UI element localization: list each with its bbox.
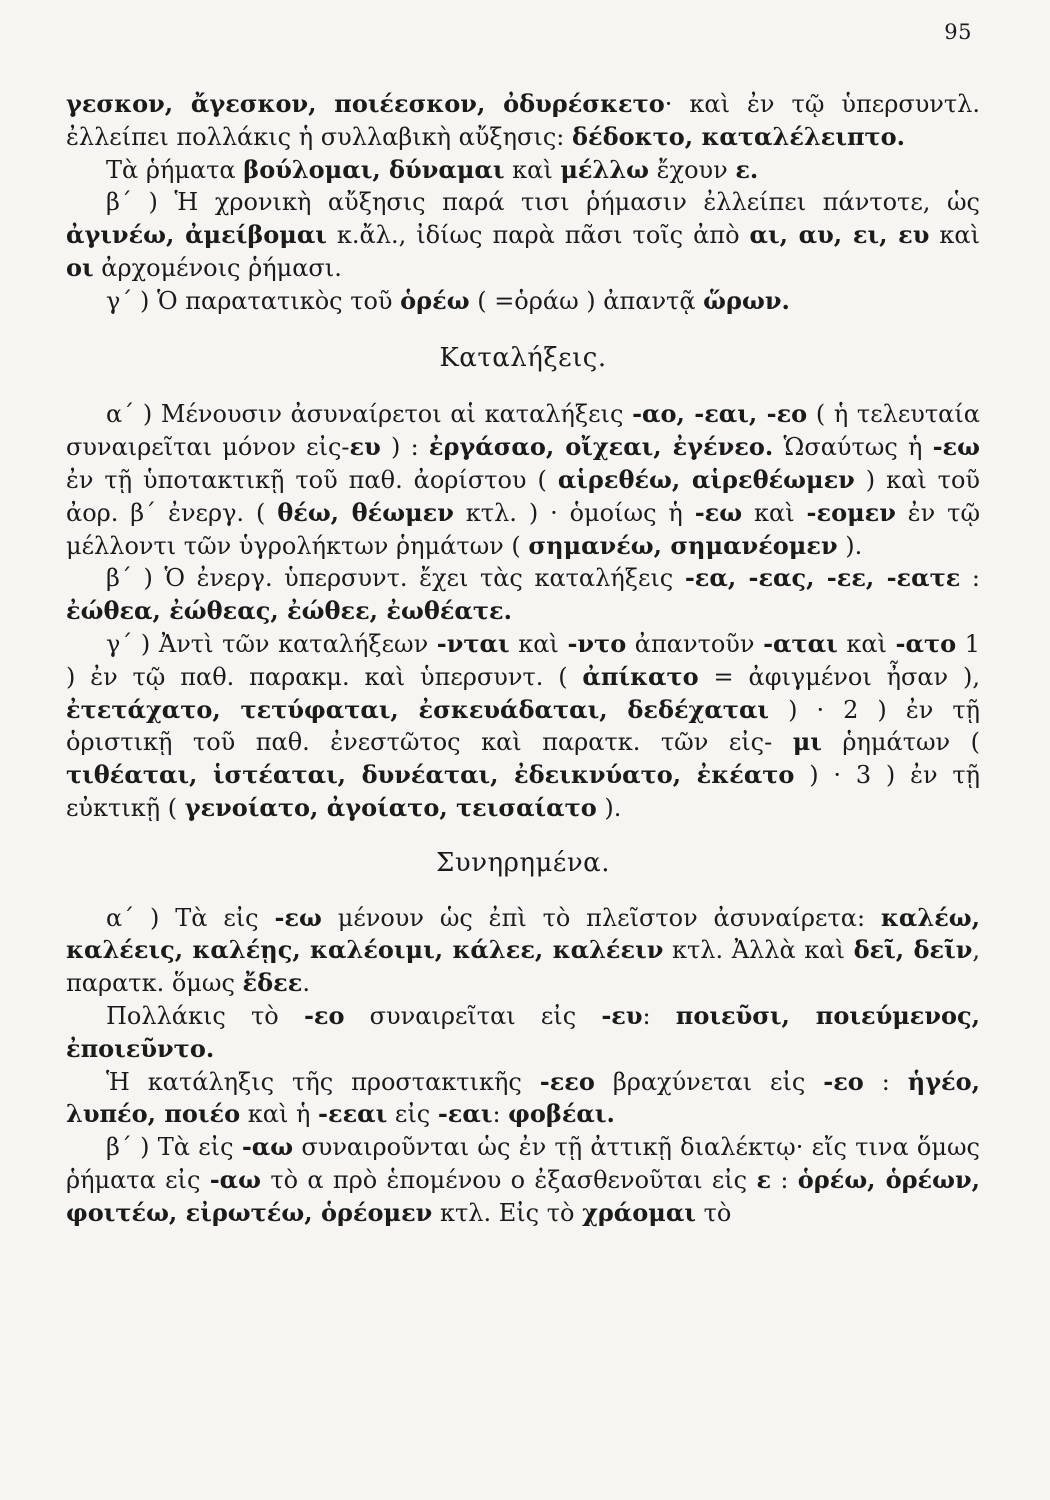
text-run: Τὰ ῥήματα xyxy=(106,155,244,184)
bold-term: -εω xyxy=(274,902,322,932)
text-run: ἀρχομένοις ῥήμασι. xyxy=(93,253,342,282)
text-run: ) καὶ τοῦ ἀορ. β΄ ἐνεργ. ( xyxy=(66,465,980,527)
section-heading xyxy=(66,342,980,375)
text-run: : xyxy=(771,1165,798,1194)
bold-term: αἱρεθέω, αἱρεθέωμεν xyxy=(557,464,855,494)
bold-term: φοβέαι. xyxy=(508,1099,615,1129)
bold-term: αι, αυ, ει, ευ xyxy=(749,220,930,250)
bold-term: ἐώθεα, ἐώθεας, ἐώθεε, ἐωθέατε. xyxy=(66,596,512,626)
text-run: β΄ ) Ὁ ἐνεργ. ὑπερσυντ. ἔχει τὰς καταλήξεις xyxy=(106,564,685,593)
text-run: , παρατκ. ὅμως xyxy=(66,936,980,998)
text-run: ἀπαντοῦν xyxy=(626,629,764,658)
bold-term: ἔδεε xyxy=(242,968,303,998)
text-run: γ΄ ) Ὁ παρατατικὸς τοῦ xyxy=(106,286,401,315)
text-run: ) : xyxy=(380,433,429,462)
bold-term: -εο xyxy=(303,1000,345,1030)
paragraph xyxy=(66,902,980,1000)
bold-term: ἐργάσαο, οἴχεαι, ἐγένεο. xyxy=(428,432,774,462)
paragraph xyxy=(66,154,980,187)
text-run: καὶ xyxy=(837,629,896,658)
text-run: ( ἡ τελευταία συναιρεῖται μόνον εἰς- xyxy=(66,400,980,462)
text-run: ἐν τῇ ὑποτακτικῇ τοῦ παθ. ἀορίστου ( xyxy=(66,465,558,494)
text-run: καὶ ἡ xyxy=(240,1100,319,1129)
text-run: α΄ ) Τὰ εἰς xyxy=(106,903,275,932)
text-run: : xyxy=(960,564,981,593)
paragraph xyxy=(66,628,980,825)
text-run: καὶ xyxy=(742,498,807,527)
text-run: : xyxy=(642,1001,676,1030)
bold-term: -εω xyxy=(694,497,743,527)
bold-term: -εο xyxy=(823,1066,864,1096)
bold-term: -αω xyxy=(209,1164,261,1194)
bold-term: σημανέω, σημανέομεν xyxy=(528,530,838,560)
text-run: ἐν τῷ μέλλοντι τῶν ὑγρολήκτων ῥημάτων ( xyxy=(66,498,981,560)
paragraph xyxy=(66,285,980,318)
bold-term: ὥρων. xyxy=(703,285,790,315)
text-run: εἰς xyxy=(387,1100,438,1129)
text-run: · καὶ ἐν τῷ ὑπερσυντλ. ἐλλείπει πολλάκις ἡ συλλαβικὴ αὔξησις: xyxy=(66,90,981,151)
paragraph xyxy=(66,1066,980,1132)
bold-term: ἡγέο, λυπέο, ποιέο xyxy=(66,1066,981,1129)
bold-term: καλέω, καλέεις, καλέῃς, καλέοιμι, κάλεε, καλέειν xyxy=(66,902,980,965)
bold-term: δεῖ, δεῖν xyxy=(853,935,973,965)
paragraph xyxy=(66,562,980,628)
text-run: βραχύνεται εἰς xyxy=(594,1067,824,1096)
body-text xyxy=(66,88,980,1230)
text-run: β΄ ) Ἡ χρονικὴ αὔξησις παρά τισι ῥήμασιν ἐλλείπει πάντοτε, ὡς xyxy=(106,188,980,217)
bold-term: ευ xyxy=(349,432,381,462)
paragraph xyxy=(66,1000,980,1066)
bold-term: -εεαι xyxy=(318,1099,388,1129)
text-run: κ.ἄλ., ἰδίως παρὰ πᾶσι τοῖς ἀπὸ xyxy=(326,221,750,250)
text-run: ῥημάτων ( xyxy=(821,728,980,757)
text-run: ) · 3 ) ἐν τῇ εὐκτικῇ ( xyxy=(66,761,980,822)
bold-term: -εεο xyxy=(539,1066,595,1096)
bold-term: -εαι xyxy=(437,1099,493,1129)
bold-term: ἐτετάχατο, τετύφαται, ἐσκευάδαται, δεδέχαται xyxy=(66,694,770,724)
bold-term: θέω, θέωμεν xyxy=(277,497,454,527)
bold-term: -ατο xyxy=(895,628,957,658)
paragraph xyxy=(66,88,980,154)
page-number: 95 xyxy=(944,20,972,44)
bold-term: μι xyxy=(792,727,822,757)
text-run: τὸ α πρὸ ἑπομένου ο ἐξασθενοῦται εἰς xyxy=(261,1165,757,1194)
bold-term: -εα, -εας, -εε, -εατε xyxy=(684,563,961,593)
text-run: ) · 2 ) ἐν τῇ ὁριστικῇ τοῦ παθ. ἐνεστῶτος καὶ παρατκ. τῶν εἰς- xyxy=(66,695,980,757)
bold-term: μέλλω xyxy=(560,154,650,184)
bold-term: ε xyxy=(756,1164,772,1194)
bold-term: τιθέαται, ἱστέαται, δυνέαται, ἐδεικνύατο, ἐκέατο xyxy=(66,760,795,790)
bold-term: -ντο xyxy=(567,628,627,658)
bold-term: ὁρέω, ὁρέων, φοιτέω, εἰρωτέω, ὁρέομεν xyxy=(66,1164,980,1227)
text-run: : xyxy=(863,1067,908,1096)
bold-term: ποιεῦσι, ποιεύμενος, ἐποιεῦντο. xyxy=(66,1000,981,1063)
bold-term: ἀγινέω, ἀμείβομαι xyxy=(66,220,327,250)
text-run: μένουν ὡς ἐπὶ τὸ πλεῖστον ἀσυναίρετα: xyxy=(321,903,881,932)
paragraph xyxy=(66,1131,980,1229)
text-run: καὶ xyxy=(929,221,981,250)
text-run: τὸ xyxy=(695,1198,732,1227)
bold-term: ε. xyxy=(735,154,759,184)
bold-term: γενοίατο, ἀγοίατο, τεισαίατο xyxy=(184,792,597,822)
text-run: κτλ. Ἀλλὰ καὶ xyxy=(663,936,854,965)
bold-term: -αται xyxy=(763,628,838,658)
bold-term: δέδοκτο, καταλέλειπτο. xyxy=(571,121,906,151)
bold-term: ὁρέω xyxy=(400,285,470,315)
text-run: Ὡσαύτως ἡ xyxy=(773,433,933,462)
bold-term: -ευ xyxy=(601,1000,643,1030)
text-run: Πολλάκις τὸ xyxy=(106,1001,304,1030)
bold-term: -αω xyxy=(241,1132,294,1162)
bold-term: -αο, -εαι, -εο xyxy=(632,399,808,429)
text-run: = ἀφιγμένοι ἦσαν ), xyxy=(698,662,980,691)
bold-term: γεσκον, ἄγεσκον, ποιέεσκον, ὀδυρέσκετο xyxy=(66,89,665,118)
text-run: α΄ ) Μένουσιν ἀσυναίρετοι αἱ καταλήξεις xyxy=(106,400,633,429)
bold-term: -εομεν xyxy=(806,497,896,527)
text-run: καὶ xyxy=(509,629,568,658)
bold-term: -νται xyxy=(436,628,510,658)
text-run: συναιροῦνται ὡς ἐν τῇ ἀττικῇ διαλέκτῳ· εἴς τινα ὅμως ῥήματα εἰς xyxy=(66,1133,980,1194)
paragraph xyxy=(66,398,980,562)
section-heading xyxy=(66,847,980,880)
bold-term: χράομαι xyxy=(582,1197,696,1227)
text-run: β΄ ) Τὰ εἰς xyxy=(106,1133,242,1162)
text-run: 1 ) ἐν τῷ παθ. παρακμ. καὶ ὑπερσυντ. ( xyxy=(66,629,980,691)
bold-term: ἀπίκατο xyxy=(582,661,699,691)
text-run: κτλ. ) · ὁμοίως ἡ xyxy=(453,498,695,527)
text-run: Ἡ κατάληξις τῆς προστακτικῆς xyxy=(106,1067,540,1096)
text-run: Συνηρημένα. xyxy=(436,847,610,878)
bold-term: βούλομαι, δύναμαι xyxy=(243,154,505,184)
text-run: : xyxy=(492,1100,509,1129)
text-run: καὶ xyxy=(504,155,561,184)
text-run: . xyxy=(302,969,310,998)
text-run: Καταλήξεις. xyxy=(439,342,607,373)
text-run: συναιρεῖται εἰς xyxy=(344,1001,602,1030)
paragraph xyxy=(66,186,980,284)
text-run: ἔχουν xyxy=(649,155,736,184)
bold-term: -εω xyxy=(932,432,980,462)
text-run: ). xyxy=(837,531,863,560)
bold-term: οι xyxy=(66,252,94,282)
text-run: κτλ. Εἰς τὸ xyxy=(432,1198,583,1227)
text-run: γ΄ ) Ἀντὶ τῶν καταλήξεων xyxy=(106,629,437,658)
text-run: ). xyxy=(596,793,622,822)
text-run: ( =ὁράω ) ἀπαντᾷ xyxy=(469,286,704,315)
